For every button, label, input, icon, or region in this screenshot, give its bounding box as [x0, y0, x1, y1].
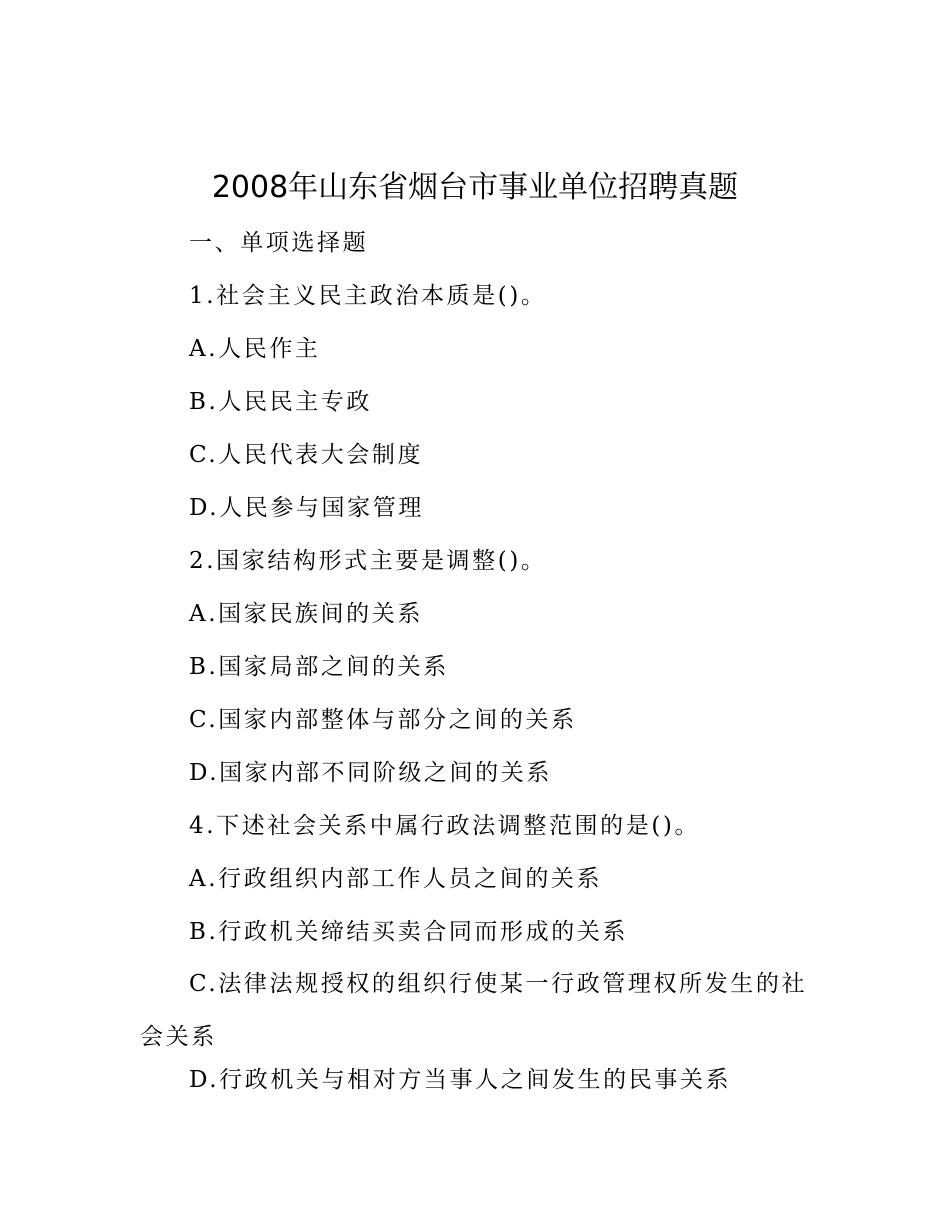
- question-2-option-b: B.国家局部之间的关系: [189, 654, 449, 680]
- question-1-option-c: C.人民代表大会制度: [189, 442, 424, 468]
- question-4-option-c: C.法律法规授权的组织行使某一行政管理权所发生的社会关系: [140, 971, 808, 1050]
- section-heading: 一、单项选择题: [189, 230, 369, 256]
- question-2-option-c: C.国家内部整体与部分之间的关系: [189, 707, 577, 733]
- question-1-option-b: B.人民民主专政: [189, 389, 373, 415]
- question-4-option-b: B.行政机关缔结买卖合同而形成的关系: [189, 919, 629, 945]
- question-4-option-d: D.行政机关与相对方当事人之间发生的民事关系: [189, 1067, 732, 1093]
- question-1-option-a: A.人民作主: [189, 336, 321, 362]
- question-4-option-a: A.行政组织内部工作人员之间的关系: [189, 866, 603, 892]
- question-2-option-d: D.国家内部不同阶级之间的关系: [189, 760, 552, 786]
- question-4-stem: 4.下述社会关系中属行政法调整范围的是()。: [189, 813, 701, 839]
- question-1-stem: 1.社会主义民主政治本质是()。: [189, 283, 547, 309]
- question-2-option-a: A.国家民族间的关系: [189, 601, 423, 627]
- page-title: 2008年山东省烟台市事业单位招聘真题: [211, 170, 739, 205]
- question-1-option-d: D.人民参与国家管理: [189, 495, 424, 521]
- question-2-stem: 2.国家结构形式主要是调整()。: [189, 548, 547, 574]
